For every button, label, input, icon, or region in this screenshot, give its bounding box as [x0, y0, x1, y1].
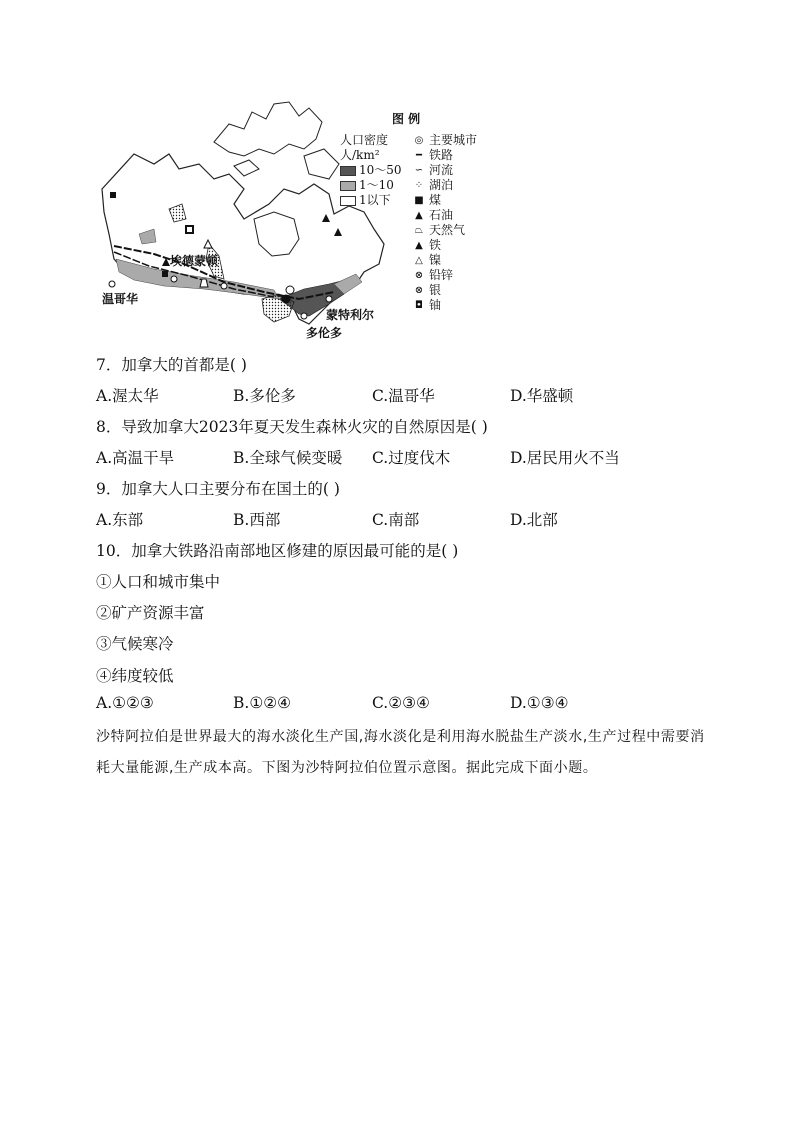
question-8-option-b[interactable]: B.全球气候变暖 — [233, 449, 343, 467]
legend-city: ◎ 主要城市 — [412, 133, 522, 148]
swatch-high — [340, 166, 356, 176]
legend-gas: ⏢ 天然气 — [412, 223, 522, 238]
passage-saudi-arabia: 沙特阿拉伯是世界最大的海水淡化生产国,海水淡化是利用海水脱盐生产淡水,生产过程中需要消耗大量能源,生产成本高。下图为沙特阿拉伯位置示意图。据此完成下面小题。 — [96, 729, 705, 776]
question-10-item-3: ③气候寒冷 — [96, 635, 174, 653]
legend-symbol-column — [412, 133, 522, 313]
coal-icon: ■ — [414, 195, 424, 206]
question-7-option-d[interactable]: D.华盛顿 — [510, 387, 574, 405]
question-7-stem: 7．加拿大的首都是( ) — [96, 356, 247, 374]
legend-density-title: 人口密度 — [340, 133, 389, 147]
question-10-option-b[interactable]: B.①②④ — [233, 694, 292, 712]
swatch-low — [340, 196, 356, 206]
question-10-stem: 10．加拿大铁路沿南部地区修建的原因最可能的是( ) — [96, 542, 459, 560]
map-label-montreal: 蒙特利尔 — [326, 308, 375, 322]
lead-zinc-icon: ⊗ — [414, 270, 424, 281]
legend-coal: ■ 煤 — [412, 193, 522, 208]
river-icon: ∽ — [414, 165, 424, 176]
city-marker-montreal — [326, 296, 332, 302]
railway-icon: ━ — [415, 150, 423, 161]
question-7-option-a[interactable]: A.渥太华 — [96, 387, 159, 405]
legend-density-mid: 1～10 — [340, 178, 430, 193]
silver-icon: ⊗ — [414, 285, 424, 296]
legend-title: 图 例 — [392, 112, 421, 126]
question-10-option-c[interactable]: C.②③④ — [372, 694, 430, 712]
city-marker-toronto — [301, 313, 307, 319]
question-8-option-d[interactable]: D.居民用火不当 — [510, 449, 620, 467]
uranium-marker — [186, 226, 193, 233]
legend-river: ∽ 河流 — [412, 163, 522, 178]
question-7-option-c[interactable]: C.温哥华 — [372, 387, 435, 405]
legend-oil: ▲ 石油 — [412, 208, 522, 223]
question-10-item-4: ④纬度较低 — [96, 667, 174, 685]
question-10-item-1: ①人口和城市集中 — [96, 573, 221, 591]
question-9-option-b[interactable]: B.西部 — [233, 511, 281, 529]
coal-marker-2 — [162, 271, 168, 277]
arctic-island-3 — [304, 149, 339, 179]
uranium-icon: ◘ — [415, 300, 423, 311]
legend-iron: ▲ 铁 — [412, 238, 522, 253]
oil-icon: ▲ — [415, 210, 423, 221]
legend-density-unit: 人/km² — [340, 148, 380, 162]
question-9-stem: 9．加拿大人口主要分布在国土的( ) — [96, 480, 340, 498]
legend-lead-zinc: ⊗ 铅锌 — [412, 268, 522, 283]
question-8-option-c[interactable]: C.过度伐木 — [372, 449, 451, 467]
question-9-option-d[interactable]: D.北部 — [510, 511, 558, 529]
city-marker-vancouver — [109, 281, 115, 287]
legend-density-high: 10～50 — [340, 163, 430, 178]
map-label-vancouver: 温哥华 — [102, 292, 139, 306]
map-label-toronto: 多伦多 — [306, 326, 343, 340]
silver-marker — [286, 286, 294, 294]
question-8-stem: 8．导致加拿大2023年夏天发生森林火灾的自然原因是( ) — [96, 418, 488, 436]
city-marker-winnipeg — [221, 283, 227, 289]
question-10-item-2: ②矿产资源丰富 — [96, 604, 205, 622]
lake-icon: ⁘ — [414, 180, 424, 191]
legend-density-low: 1以下 — [340, 193, 430, 208]
legend-silver: ⊗ 银 — [412, 283, 522, 298]
arctic-islands — [214, 102, 322, 156]
lead-zinc-marker — [282, 295, 290, 303]
iron-icon: ▲ — [415, 240, 423, 251]
gas-icon: ⏢ — [415, 225, 423, 236]
map-label-edmonton: 埃德蒙顿 — [170, 254, 219, 268]
arctic-island-2 — [234, 160, 259, 176]
question-9-option-c[interactable]: C.南部 — [372, 511, 420, 529]
question-10-option-d[interactable]: D.①③④ — [510, 694, 569, 712]
question-9-option-a[interactable]: A.东部 — [96, 511, 144, 529]
question-10-option-a[interactable]: A.①②③ — [96, 694, 154, 712]
question-7-option-b[interactable]: B.多伦多 — [233, 387, 296, 405]
legend-lake: ⁘ 湖泊 — [412, 178, 522, 193]
swatch-mid — [340, 181, 356, 191]
legend-uranium: ◘ 铀 — [412, 298, 522, 313]
legend-nickel: △ 镍 — [412, 253, 522, 268]
city-marker-edmonton — [171, 276, 177, 282]
city-icon: ◎ — [414, 135, 424, 146]
nickel-icon: △ — [415, 255, 423, 266]
question-8-option-a[interactable]: A.高温干旱 — [96, 449, 175, 467]
gas-marker — [200, 279, 208, 287]
coal-marker — [110, 192, 116, 198]
legend-railway: ━ 铁路 — [412, 148, 522, 163]
